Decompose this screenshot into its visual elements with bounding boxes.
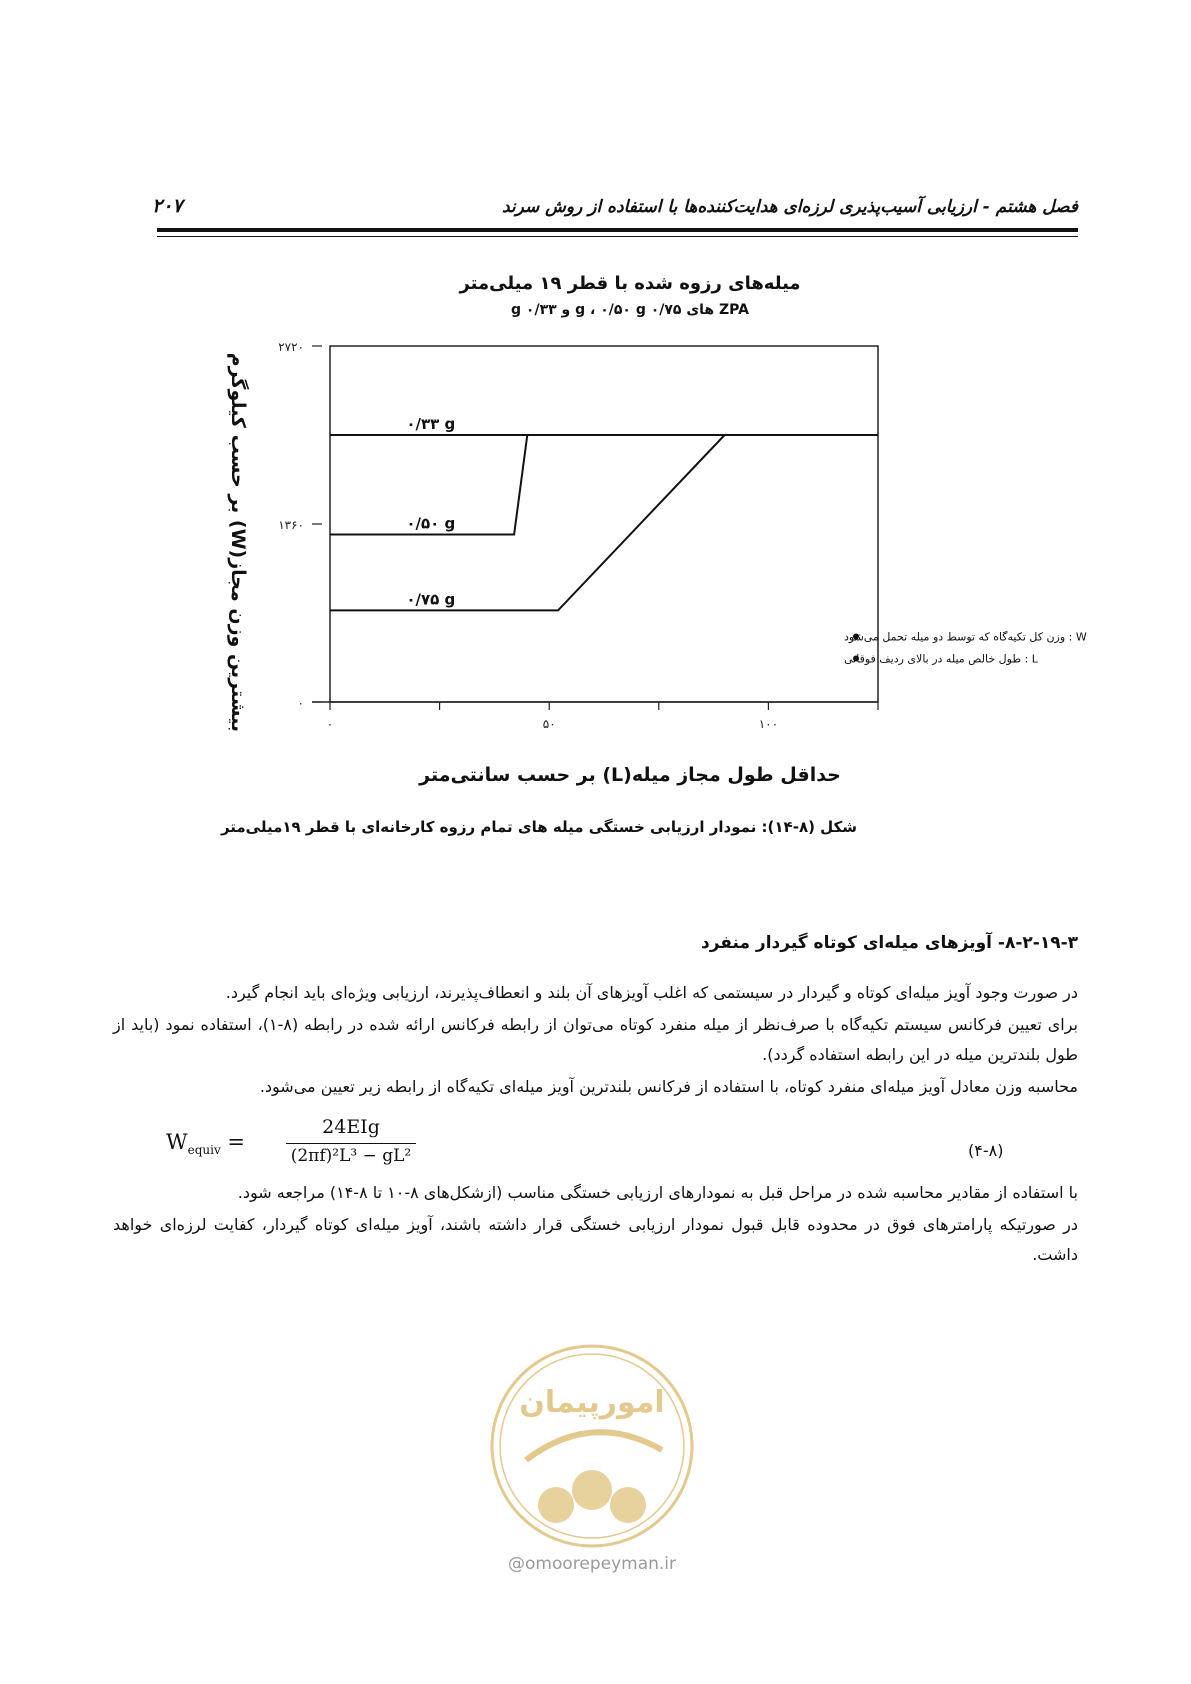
page-number: ۲۰۷ [152,195,183,217]
crane-icon [610,1487,646,1523]
equation-numerator: 24EIg [322,1116,380,1138]
equation-denominator: (2πf)²L³ − gL² [290,1146,412,1166]
x-tick-label: ۵۰ [542,717,556,731]
plot-frame [312,346,878,702]
paragraph: با استفاده از مقادیر محاسبه شده در مراحل قبل به نمودارهای ارزیابی خستگی مناسب (ازشکل‌های ۸-۱۰ تا ۸-۱۴) مراجعه شود. [237,1183,1078,1202]
fatigue-chart [200,330,1087,731]
legend-entry: L : طول خالص میله در بالای ردیف فوقانی [844,652,1038,666]
gear-icon [572,1470,612,1510]
logo-outer-ring [492,1346,692,1546]
equation-number: (۴-۸) [968,1141,1004,1160]
chart-subtitle: ZPA های ۰/۷۵ g ، ۰/۵۰ g و ۰/۳۳ g [511,302,749,318]
chart-title: میله‌های رزوه شده با قطر ۱۹ میلی‌متر [459,273,801,294]
fraction-bar [286,1143,416,1144]
y-tick-label: ۰ [297,696,304,710]
paragraph: برای تعیین فرکانس سیستم تکیه‌گاه با صرف‌نظر از میله منفرد کوتاه می‌توان از رابطه فرکانس ارائه شده در رابطه (۸-۱)، استفاده نمود (باید از طول بلندترین میله در این رابطه استفاده گردد). [113,1015,1078,1064]
scales-icon [538,1487,574,1523]
legend-entry: W : وزن کل تکیه‌گاه که توسط دو میله تحمل می‌شود [844,630,1087,644]
x-tick-label: ۰ [326,717,334,731]
watermark-site: @omoorepeyman.ir [507,1554,677,1574]
series-labels [406,415,455,608]
x-axis-label: حداقل طول مجاز میله(L) بر حسب سانتی‌متر [419,764,841,786]
x-tick-label: ۱۰۰ [758,717,779,731]
equation-equals: = [227,1130,246,1154]
header-rule-thick [157,228,1078,232]
header-rule-thin [157,236,1078,237]
y-tick-label: ۲۷۲۰ [278,340,304,354]
chart-legend [844,630,1087,665]
series-label: ۰/۷۵ g [406,590,456,609]
equation-lhs [166,1130,245,1157]
paragraph: در صورتیکه پارامترهای فوق در محدوده قابل قبول نمودار ارزیابی خستگی قرار داشته باشند، آویز میله‌ای کوتاه گیردار، کفایت لرزه‌ای خواهد داشت. [113,1215,1078,1264]
y-tick-label: ۱۳۶۰ [278,518,304,532]
paragraph: محاسبه وزن معادل آویز میله‌ای منفرد کوتاه، با استفاده از فرکانس بلندترین آویز میله‌ای تکیه‌گاه از رابطه زیر تعیین می‌شود. [259,1077,1078,1096]
logo-swoosh [526,1432,662,1460]
y-axis-label: بیشترین وزن مجاز(W) بر حسب کیلوگرم [227,352,249,732]
series-label: ۰/۵۰ g [406,514,456,533]
paragraph: در صورت وجود آویز میله‌ای کوتاه و گیردار در سیستمی که اغلب آویزهای آن بلند و انعطاف‌پذیرند، ارزیابی ویژه‌ای باید انجام گیرد. [225,983,1078,1002]
equation-lhs-symbol: W [166,1130,188,1154]
series-label: ۰/۳۳ g [406,415,456,433]
equation-lhs-subscript: equiv [187,1143,221,1158]
figure-caption: شکل (۸-۱۴): نمودار ارزیابی خستگی میله های تمام رزوه کارخانه‌ای با قطر ۱۹میلی‌متر [220,818,858,836]
logo-text: امورپیمان [519,1385,665,1420]
running-header-title: فصل هشتم - ارزیابی آسیب‌پذیری لرزه‌ای هدایت‌کننده‌ها با استفاده از روش سرند [501,197,1078,217]
equation [160,1116,420,1172]
section-heading: ۸-۲-۱۹-۳- آویزهای میله‌ای کوتاه گیردار منفرد [700,933,1078,953]
watermark-logo [486,1340,698,1552]
